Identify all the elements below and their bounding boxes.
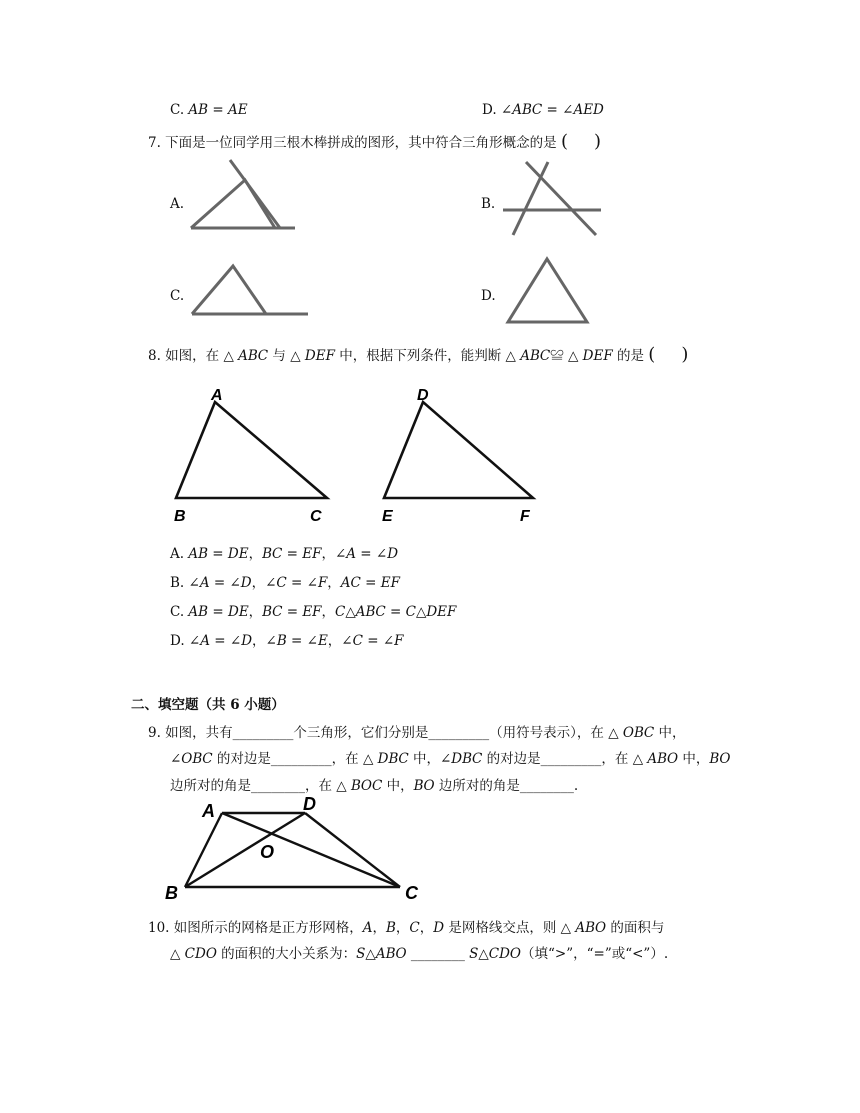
label-a: A [211, 387, 223, 404]
q8-option-b: B. ∠𝐴 = ∠𝐷，∠𝐶 = ∠𝐹，𝐴𝐶 = 𝐸𝐹 [170, 575, 401, 591]
q8-option-d: D. ∠𝐴 = ∠𝐷，∠𝐵 = ∠𝐸，∠𝐶 = ∠𝐹 [170, 633, 404, 649]
q8-stem [148, 344, 688, 364]
label-o: O [260, 842, 275, 862]
q9-line-1: 9. 如图，共有_________个三角形，它们分别是_________（用符号表示），在 △ 𝑂𝐵𝐶 中， [148, 725, 686, 741]
q9-line-2: ∠𝑂𝐵𝐶 的对边是_________，在 △ 𝐷𝐵𝐶 中，∠𝐷𝐵𝐶 的对边是_________，在 △ 𝐴𝐵𝑂 中，𝐵𝑂 [170, 751, 731, 767]
label-a: A [202, 801, 215, 821]
q8-option-a: A. 𝐴𝐵 = 𝐷𝐸，𝐵𝐶 = 𝐸𝐹，∠𝐴 = ∠𝐷 [170, 546, 399, 562]
q7-answer-paren-close: ) [594, 131, 602, 152]
q7-stem [148, 131, 601, 151]
label-c: C [405, 883, 418, 903]
q7-option-c-label: C. [170, 288, 185, 304]
section-title: 二、填空题（共 6 小题） [131, 697, 285, 713]
q7-stem-text: 7. 下面是一位同学用三根木棒拼成的图形，其中符合三角形概念的是 [148, 135, 557, 151]
q7-figure-c [188, 262, 313, 320]
q9-figure [160, 795, 430, 905]
label-f: F [520, 508, 530, 525]
q6-option-d: D. ∠𝐴𝐵𝐶 = ∠𝐴𝐸𝐷 [482, 102, 604, 118]
label-d: D [303, 794, 316, 814]
q8-answer-paren-close: ) [681, 344, 689, 365]
q7-figure-b [498, 160, 608, 238]
label-d: D [417, 387, 429, 404]
label-e: E [382, 508, 393, 525]
q7-option-a-label: A. [170, 196, 185, 212]
q10-line-1: 10. 如图所示的网格是正方形网格，𝐴，𝐵，𝐶，𝐷 是网格线交点，则 △ 𝐴𝐵𝑂 的面积与 [148, 920, 665, 936]
q7-option-b-label: B. [481, 196, 496, 212]
q8-answer-paren-open: ( [648, 344, 656, 365]
triangle-abc [176, 402, 327, 498]
q9-line-3: 边所对的角是________，在 △ 𝐵𝑂𝐶 中，𝐵𝑂 边所对的角是________. [170, 778, 579, 794]
q8-stem-text: 8. 如图，在 △ 𝐴𝐵𝐶 与 △ 𝐷𝐸𝐹 中，根据下列条件，能判断 △ 𝐴𝐵𝐶≌ △ 𝐷𝐸𝐹 的是 [148, 348, 644, 364]
q7-answer-paren-open: ( [560, 131, 568, 152]
triangle-def [384, 402, 533, 498]
label-c: C [310, 508, 322, 525]
q10-line-2: △ 𝐶𝐷𝑂 的面积的大小关系为：𝑆△𝐴𝐵𝑂 ________ 𝑆△𝐶𝐷𝑂（填“>”，“=”或“<”）. [170, 946, 669, 962]
q7-figure-a [185, 160, 305, 240]
q7-figure-d [505, 256, 590, 326]
q8-figure [165, 380, 555, 525]
label-b: B [174, 508, 186, 525]
q6-option-c: C. 𝐴𝐵 = 𝐴𝐸 [170, 102, 248, 118]
q8-option-c: C. 𝐴𝐵 = 𝐷𝐸，𝐵𝐶 = 𝐸𝐹，𝐶△𝐴𝐵𝐶 = 𝐶△𝐷𝐸𝐹 [170, 604, 457, 620]
label-b: B [165, 883, 178, 903]
q7-option-d-label: D. [481, 288, 496, 304]
